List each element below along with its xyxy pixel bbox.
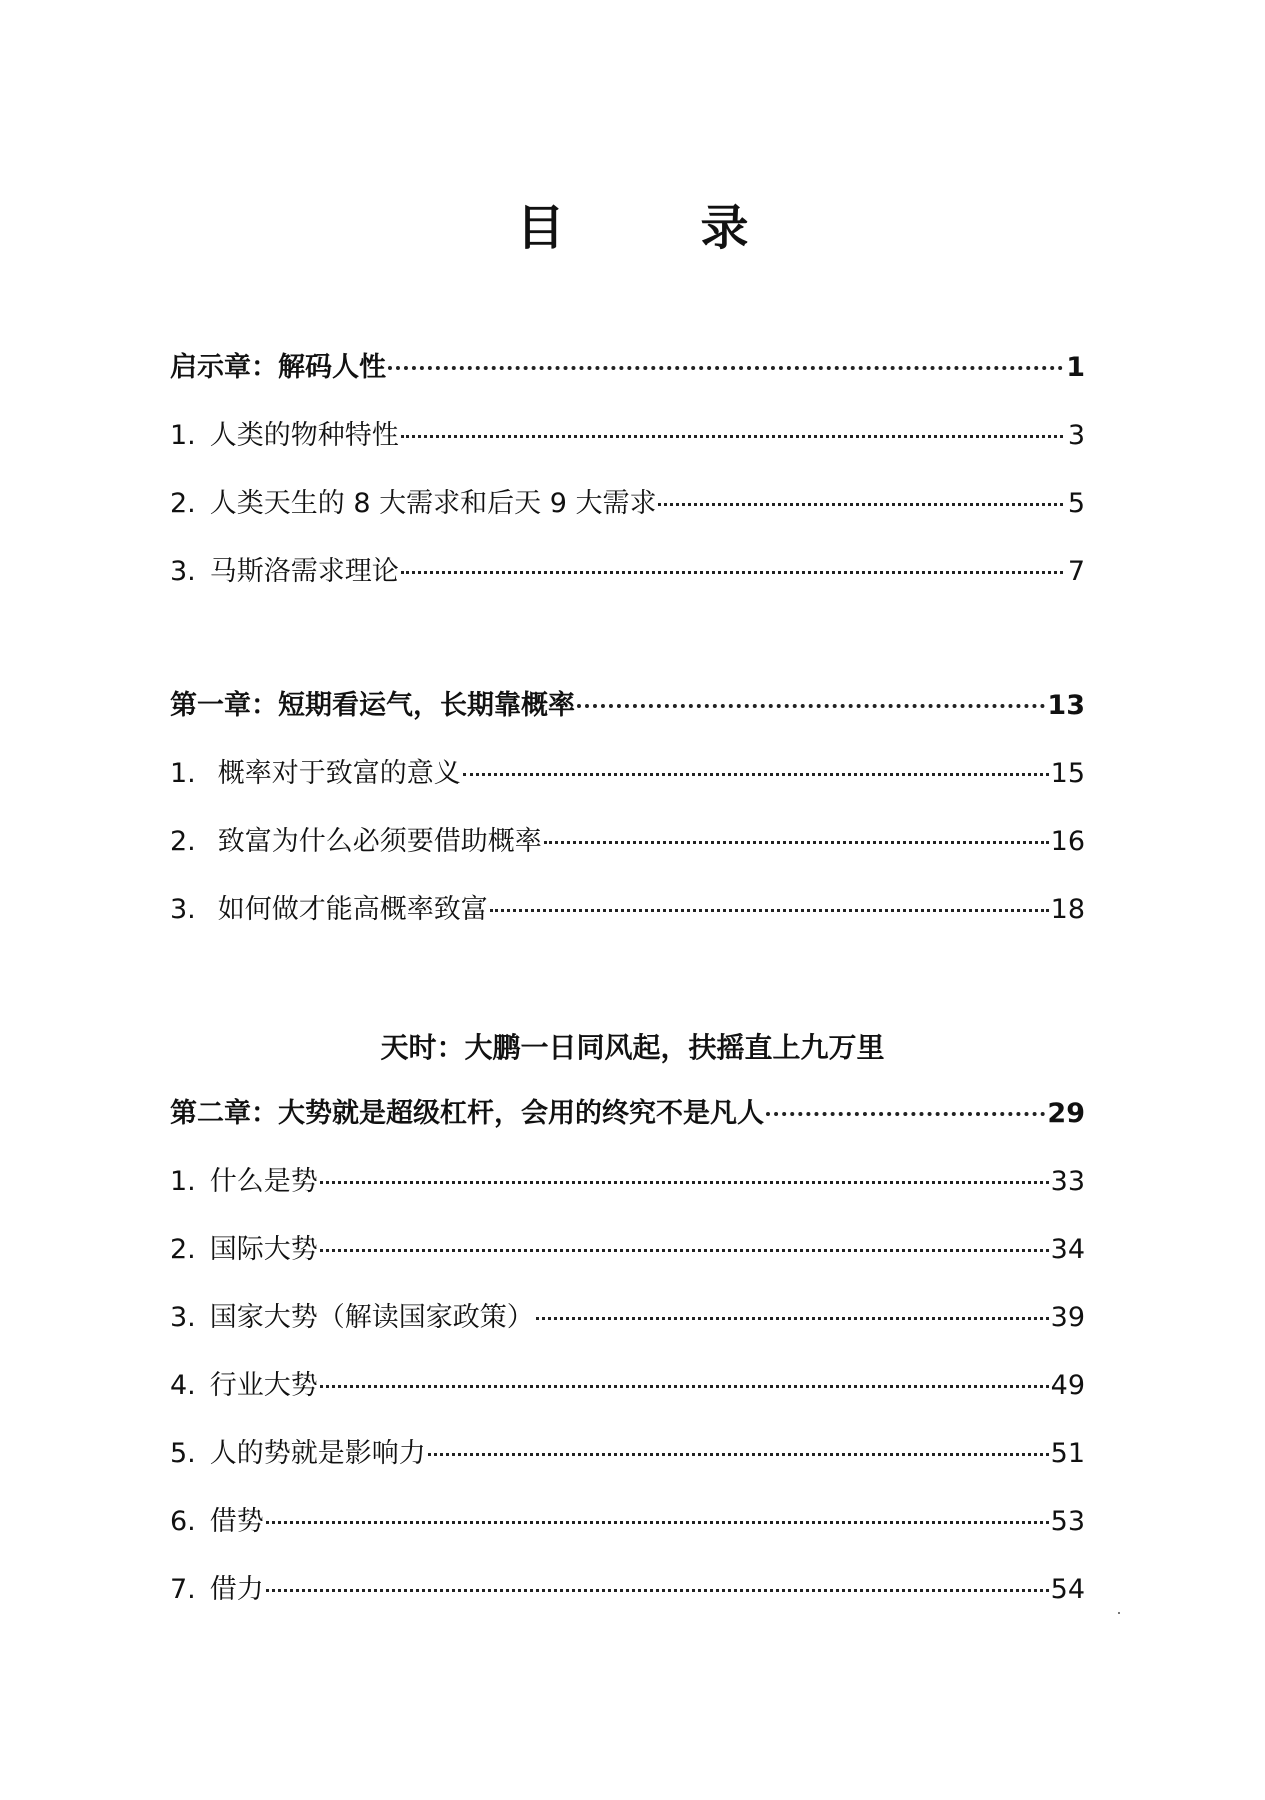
toc-chapter-heading <box>170 686 1085 726</box>
toc-leader-dots <box>536 1317 1049 1320</box>
toc-page-number: 33 <box>1050 1166 1085 1197</box>
toc-leader-dots <box>266 1589 1049 1592</box>
toc-item <box>170 484 1085 524</box>
toc-page-number: 5 <box>1067 488 1085 519</box>
toc-leader-dots <box>463 773 1049 776</box>
toc-page-number: 39 <box>1050 1302 1085 1333</box>
toc-chapter-heading <box>170 348 1085 388</box>
toc-entry-label: 什么是势 <box>209 1166 318 1197</box>
toc-leader-dots <box>320 1181 1049 1184</box>
toc-item <box>170 1230 1085 1270</box>
toc-item <box>170 1366 1085 1406</box>
scan-speck <box>1118 1612 1120 1614</box>
toc-page-number: 49 <box>1050 1370 1085 1401</box>
toc-leader-dots <box>658 503 1063 506</box>
toc-page-number: 53 <box>1050 1506 1085 1537</box>
toc-page-number: 54 <box>1050 1574 1085 1605</box>
toc-page-number: 29 <box>1047 1098 1085 1129</box>
toc-leader-dots <box>401 571 1063 574</box>
toc-item-number: 1. <box>170 1166 196 1197</box>
toc-entry-label: 概率对于致富的意义 <box>217 758 461 789</box>
section-title: 天时：大鹏一日同风起，扶摇直上九万里 <box>380 1031 885 1064</box>
toc-item <box>170 552 1085 592</box>
toc-item <box>170 1570 1085 1610</box>
toc-item <box>170 754 1085 794</box>
toc-entry-label: 马斯洛需求理论 <box>209 556 399 587</box>
toc-entry-label: 行业大势 <box>209 1370 318 1401</box>
toc-entry-label: 国际大势 <box>209 1234 318 1265</box>
toc-leader-dots <box>388 366 1063 370</box>
toc-item <box>170 1434 1085 1474</box>
toc-page-number: 7 <box>1067 556 1085 587</box>
toc-entry-label: 借力 <box>209 1574 264 1605</box>
toc-page-number: 51 <box>1050 1438 1085 1469</box>
toc-item-number: 4. <box>170 1370 196 1401</box>
toc-item <box>170 1502 1085 1542</box>
toc-item-number: 1. <box>170 758 196 789</box>
toc-item-number: 3. <box>170 894 196 925</box>
toc-page-number: 15 <box>1050 758 1085 789</box>
toc-chapter-heading <box>170 1094 1085 1134</box>
toc-entry-label: 第一章：短期看运气，长期靠概率 <box>170 690 575 721</box>
toc-leader-dots <box>266 1521 1049 1524</box>
toc-page-number: 1 <box>1066 352 1085 383</box>
toc-item-number: 5. <box>170 1438 196 1469</box>
toc-page-number: 13 <box>1047 690 1085 721</box>
toc-entry-label: 人的势就是影响力 <box>209 1438 426 1469</box>
toc-page-number: 16 <box>1050 826 1085 857</box>
toc-entry-label: 第二章：大势就是超级杠杆，会用的终究不是凡人 <box>170 1098 764 1129</box>
toc-page-number: 3 <box>1067 420 1085 451</box>
toc-item <box>170 822 1085 862</box>
toc-item <box>170 1162 1085 1202</box>
toc-entry-label: 人类的物种特性 <box>209 420 399 451</box>
toc-item <box>170 416 1085 456</box>
toc-entry-label: 人类天生的 8 大需求和后天 9 大需求 <box>209 488 657 519</box>
toc-item-number: 6. <box>170 1506 196 1537</box>
toc-leader-dots <box>320 1249 1049 1252</box>
toc-page-number: 34 <box>1050 1234 1085 1265</box>
toc-leader-dots <box>490 909 1049 912</box>
toc-entry-label: 启示章：解码人性 <box>170 352 386 383</box>
toc-leader-dots <box>544 841 1049 844</box>
toc-entry-label: 国家大势（解读国家政策） <box>209 1302 534 1333</box>
toc-entry-label: 致富为什么必须要借助概率 <box>217 826 542 857</box>
toc-item <box>170 1298 1085 1338</box>
toc-item-number: 3. <box>170 556 196 587</box>
toc-leader-dots <box>401 435 1063 438</box>
page-title: 目 录 <box>516 200 793 256</box>
toc-item-number: 3. <box>170 1302 196 1333</box>
toc-entry-label: 如何做才能高概率致富 <box>217 894 488 925</box>
toc-entry-label: 借势 <box>209 1506 264 1537</box>
toc-item-number: 2. <box>170 488 196 519</box>
toc-leader-dots <box>428 1453 1049 1456</box>
toc-leader-dots <box>766 1112 1045 1116</box>
toc-item-number: 1. <box>170 420 196 451</box>
toc-page-number: 18 <box>1050 894 1085 925</box>
toc-leader-dots <box>577 704 1045 708</box>
toc-leader-dots <box>320 1385 1049 1388</box>
toc-item-number: 7. <box>170 1574 196 1605</box>
toc-item <box>170 890 1085 930</box>
toc-item-number: 2. <box>170 826 196 857</box>
toc-item-number: 2. <box>170 1234 196 1265</box>
